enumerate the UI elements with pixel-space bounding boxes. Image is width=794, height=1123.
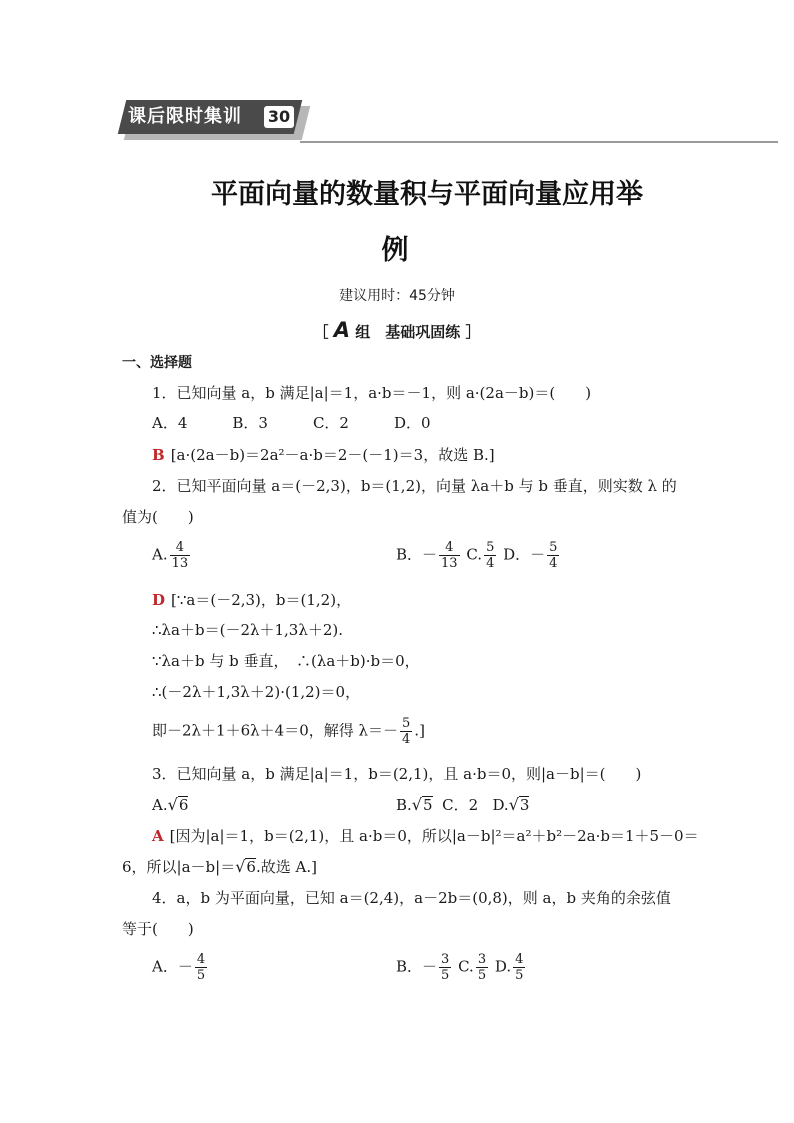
- q3-option-a-radicand: 6: [178, 796, 189, 814]
- fraction-denominator: 4: [549, 556, 558, 571]
- section-heading: 一、选择题: [122, 355, 192, 371]
- fraction-numerator: 4: [515, 952, 524, 967]
- page-title-line2: 例: [381, 235, 409, 266]
- q2-option-a: [152, 540, 192, 571]
- q3-solution-line2: [122, 857, 317, 877]
- q1-answer: B: [152, 446, 165, 464]
- fraction-numerator: 4: [439, 540, 460, 556]
- q2-option-c-label: C.: [466, 545, 483, 564]
- q3-solution-text1: [因为|a|＝1，b＝(2,1)，且 a·b＝0，所以|a－b|²＝a²＋b²－2a·b＝1＋5－0＝: [169, 827, 699, 845]
- sqrt-icon: √: [508, 795, 519, 814]
- fraction-numerator: 4: [196, 952, 206, 967]
- q2-options-bcd: [396, 540, 561, 571]
- q2-solution-line5: [152, 716, 425, 747]
- q3-solution-suffix: .故选 A.]: [255, 858, 317, 876]
- q1-explanation: [a·(2a－b)＝2a²－a·b＝2－(－1)＝3，故选 B.]: [170, 446, 495, 464]
- q2-solution-text1: [∵a＝(－2,3)，b＝(1,2)，: [171, 591, 352, 609]
- time-note: 建议用时：45分钟: [339, 288, 455, 304]
- header-tab-number: 30: [264, 106, 294, 128]
- group-letter: A: [333, 318, 350, 342]
- header-tab-label: 课后限时集训: [128, 106, 242, 127]
- q2-solution-line1: [152, 590, 351, 610]
- group-open-bracket: ［: [313, 323, 329, 341]
- fraction-denominator: 4: [402, 732, 411, 747]
- q4-stem-line2: 等于( ): [122, 920, 194, 938]
- q4-option-a: [152, 952, 209, 983]
- q3-option-b-radicand: 5: [423, 796, 433, 814]
- q3-options-bcd: [396, 795, 529, 815]
- sqrt-icon: √: [167, 795, 178, 814]
- q4-stem-line1: 4．a，b 为平面向量，已知 a＝(2,4)，a－2b＝(0,8)，则 a，b 夹角的余弦值: [152, 889, 671, 907]
- fraction-numerator: 4: [170, 540, 191, 556]
- q4-option-c-label: C.: [458, 957, 474, 976]
- fraction-denominator: 5: [196, 968, 206, 983]
- fraction-numerator: 3: [477, 952, 487, 967]
- q4-option-d-label: D.: [494, 957, 512, 976]
- q2-solution-line2: ∴λa＋b＝(－2λ＋1,3λ＋2).: [152, 621, 344, 639]
- q3-option-c: C．2: [442, 796, 479, 814]
- fraction-numerator: 3: [441, 952, 450, 967]
- fraction-denominator: 5: [441, 968, 450, 983]
- q2-solution-text5: 即－2λ＋1＋6λ＋4＝0，解得 λ＝－: [152, 721, 399, 740]
- sqrt-icon: √: [235, 857, 246, 876]
- q3-answer: A: [152, 827, 164, 845]
- q3-stem: 3．已知向量 a，b 满足|a|＝1，b＝(2,1)，且 a·b＝0，则|a－b|＝( ): [152, 765, 642, 783]
- q3-option-a-label: A.: [152, 796, 168, 814]
- q2-stem-line1: 2．已知平面向量 a＝(－2,3)，b＝(1,2)，向量 λa＋b 与 b 垂直，则实数 λ 的: [152, 477, 677, 495]
- q4-option-a-fraction: [195, 952, 207, 983]
- q4-option-d-fraction: [513, 952, 525, 983]
- q3-option-a: [152, 795, 188, 815]
- q4-option-a-label: A．－: [152, 957, 193, 976]
- q3-option-d-radicand: 3: [519, 796, 530, 814]
- fraction-denominator: 5: [515, 968, 524, 983]
- q2-option-a-label: A.: [152, 545, 168, 564]
- fraction-denominator: 13: [171, 556, 189, 571]
- fraction-numerator: 5: [486, 540, 495, 555]
- q2-option-c-fraction: [484, 540, 496, 571]
- q1-options: A．4 B．3 C．2 D．0: [152, 414, 431, 432]
- q3-option-d-label: D.: [492, 796, 509, 814]
- q1-solution: [152, 445, 495, 465]
- q2-stem-line2: 值为( ): [122, 508, 194, 526]
- q4-option-b-fraction: [439, 952, 451, 983]
- fraction-numerator: 5: [402, 716, 411, 731]
- q3-solution-text2: 6，所以|a－b|＝: [122, 858, 236, 876]
- group-label: 组 基础巩固练: [355, 323, 461, 341]
- q4-option-b-label: B．－: [396, 957, 438, 976]
- q3-solution-line1: [152, 826, 699, 846]
- q2-option-d-label: D．－: [503, 545, 546, 564]
- q2-solution-suffix: .]: [414, 721, 425, 740]
- page-title-line1: 平面向量的数量积与平面向量应用举: [211, 179, 643, 210]
- q2-option-b-fraction: [439, 540, 460, 571]
- q3-option-b-label: B.: [396, 796, 412, 814]
- fraction-numerator: 5: [549, 540, 558, 555]
- q4-options-bcd: [396, 952, 527, 983]
- q3-solution-radicand: 6: [246, 858, 256, 876]
- q2-option-a-fraction: [170, 540, 191, 571]
- q1-stem: 1．已知向量 a，b 满足|a|＝1，a·b＝－1，则 a·(2a－b)＝( ): [152, 384, 592, 402]
- group-heading: [0, 318, 794, 342]
- group-close-bracket: ］: [465, 323, 481, 341]
- q2-solution-line4: ∴(－2λ＋1,3λ＋2)·(1,2)＝0，: [152, 683, 361, 701]
- q2-option-b-label: B．－: [396, 545, 438, 564]
- q2-answer: D: [152, 591, 166, 609]
- sqrt-icon: √: [411, 795, 422, 814]
- fraction-denominator: 13: [441, 556, 458, 571]
- q4-option-c-fraction: [476, 952, 488, 983]
- fraction-denominator: 4: [486, 556, 495, 571]
- q2-option-d-fraction: [547, 540, 559, 571]
- header-rule: [300, 141, 778, 143]
- fraction-denominator: 5: [477, 968, 487, 983]
- q2-solution-fraction: [400, 716, 412, 747]
- q2-solution-line3: ∵λa＋b 与 b 垂直， ∴(λa＋b)·b＝0，: [152, 652, 420, 670]
